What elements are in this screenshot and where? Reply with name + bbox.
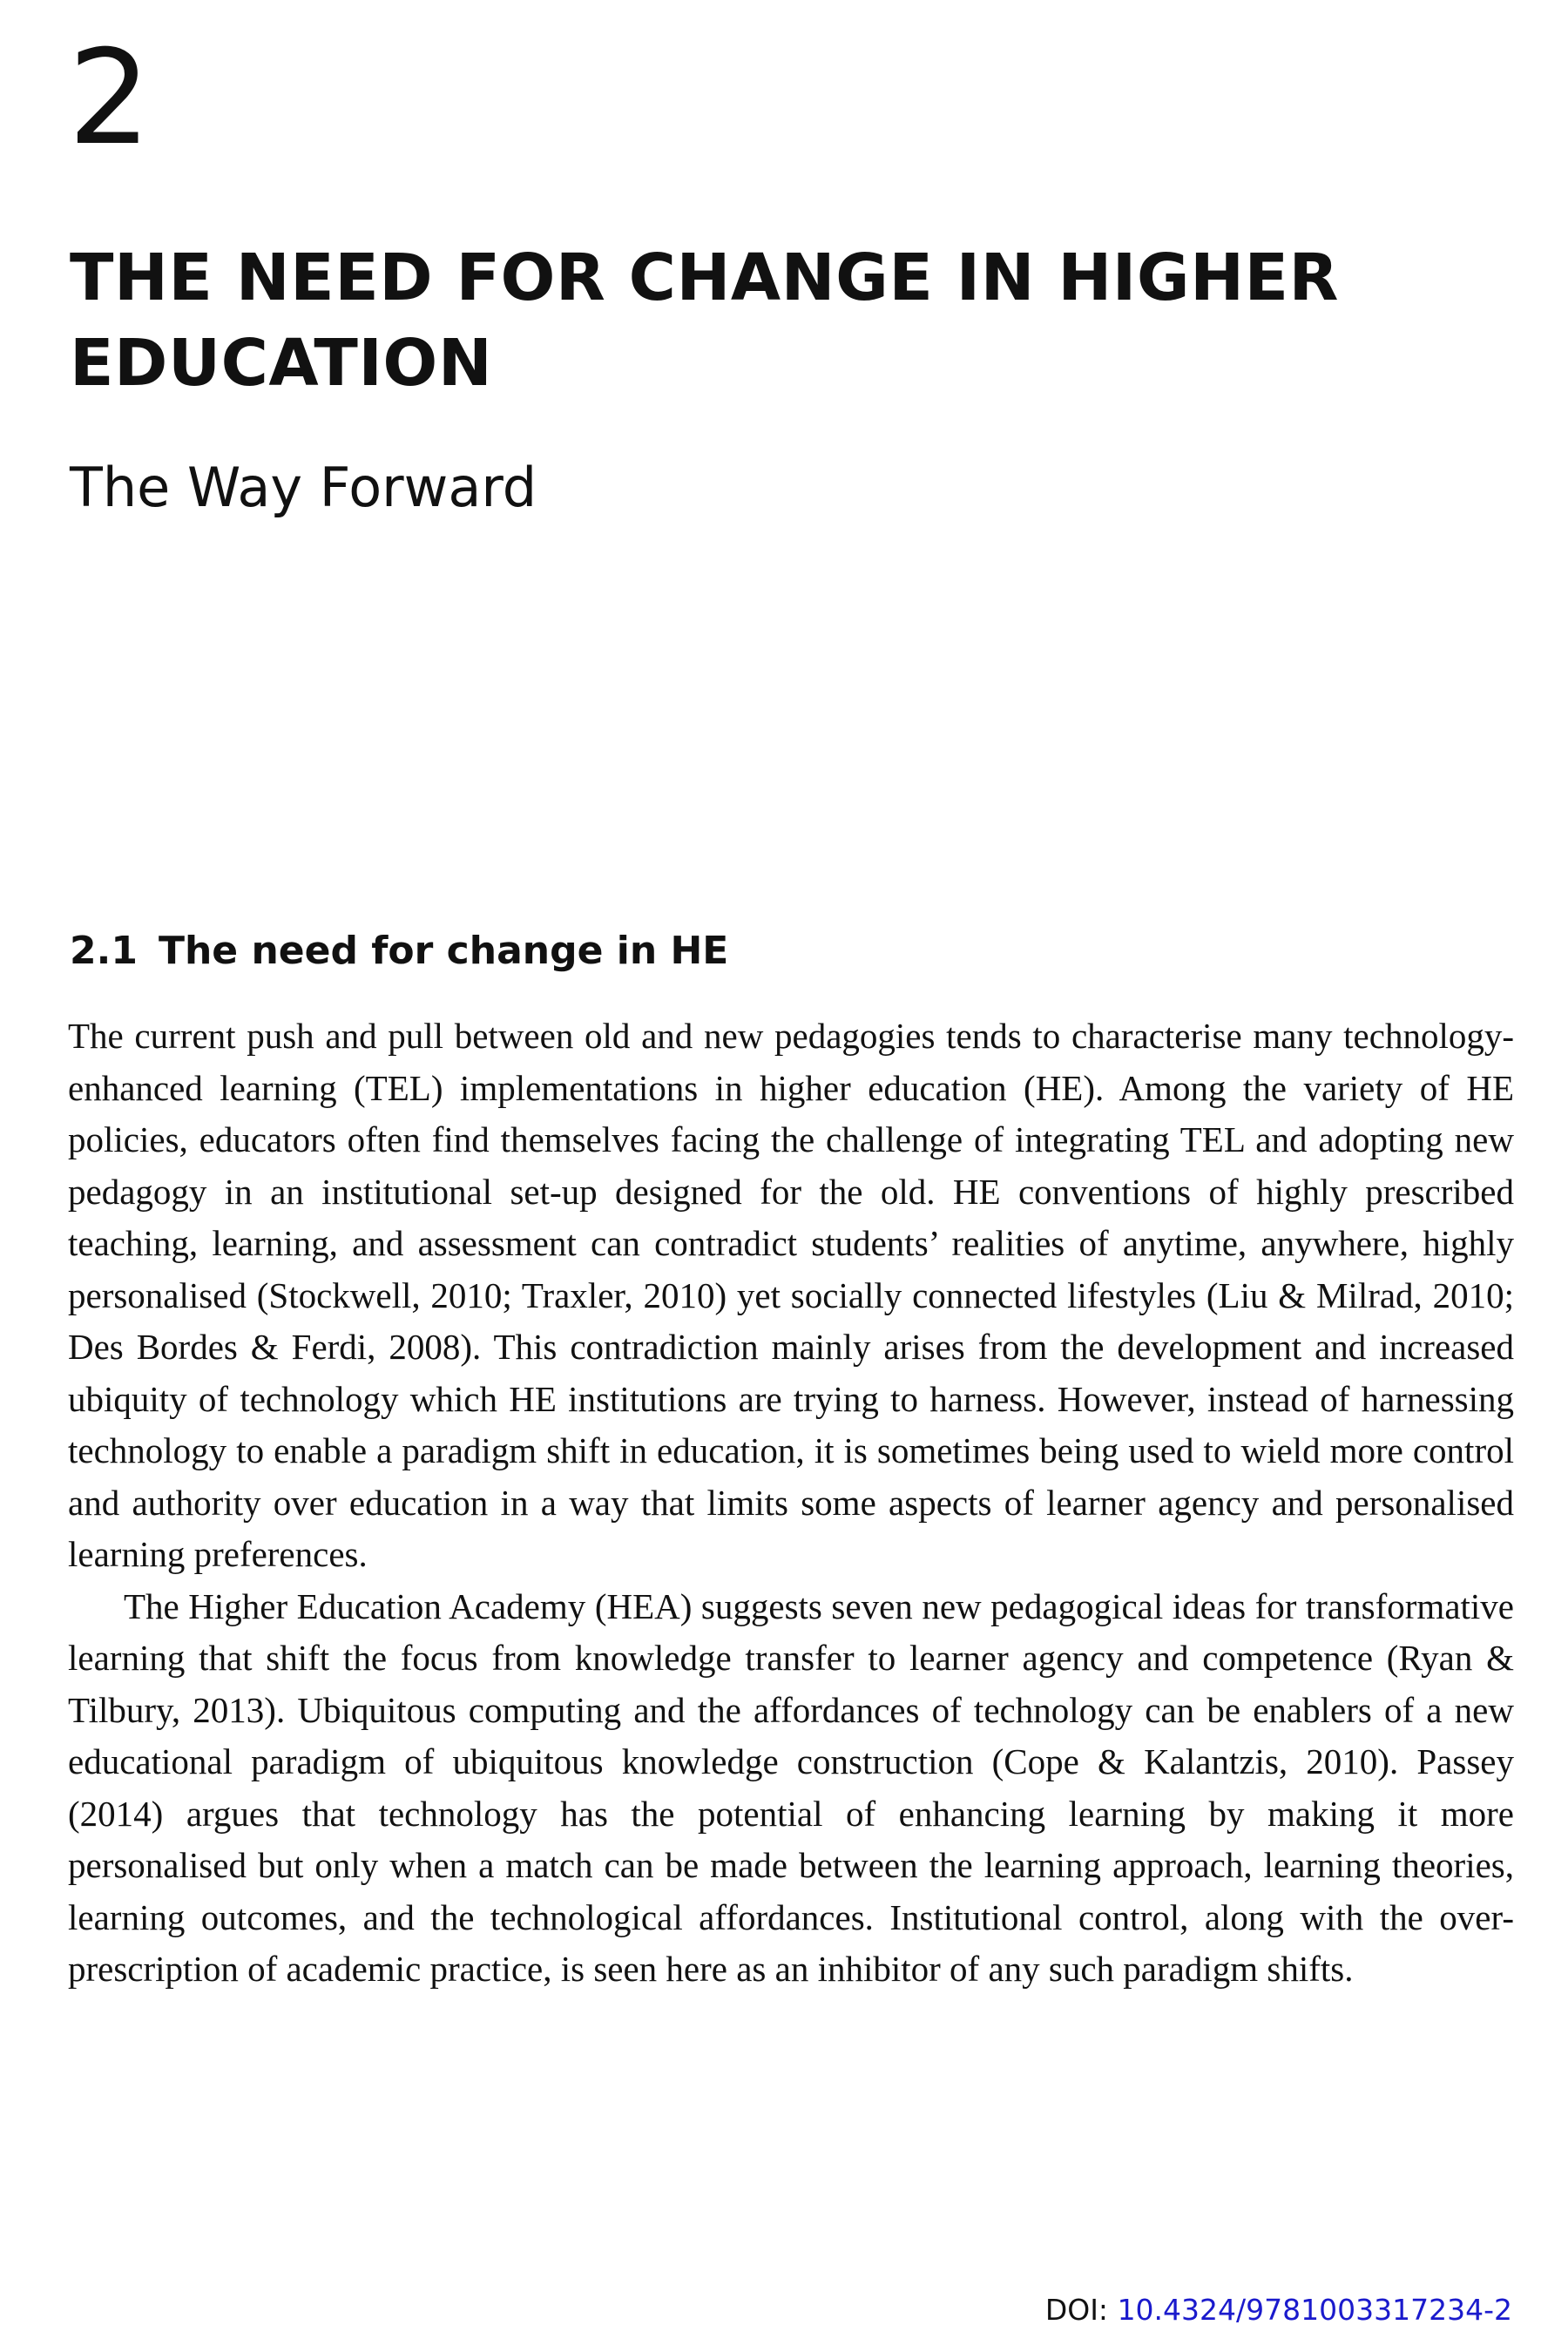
chapter-number: 2 bbox=[68, 23, 150, 174]
chapter-title: THE NEED FOR CHANGE IN HIGHER EDUCATION bbox=[70, 240, 1340, 401]
section-heading bbox=[70, 925, 728, 977]
paragraph-1: The current push and pull between old and new pedagogies tends to characterise many technology-enhanced learning (TEL) implementations in higher education (HE). Among the variety of HE policies, educators often find themselves facing the challenge of integrating TEL and adopting new pedagogy in an institutional set-up designed for the old. HE conventions of highly prescribed teaching, learning, and assessment can contradict students’ realities of anytime, anywhere, highly personalised (Stockwell, 2010; Traxler, 2010) yet socially connected lifestyles (Liu & Milrad, 2010; Des Bordes & Ferdi, 2008). This contradiction mainly arises from the development and increased ubiquity of technology which HE institutions are trying to harness. However, instead of harnessing technology to enable a paradigm shift in education, it is sometimes being used to wield more control and authority over education in a way that limits some aspects of learner agency and personalised learning preferences. bbox=[68, 1016, 1514, 1574]
doi-footer bbox=[1045, 2291, 1512, 2329]
section-body bbox=[68, 1010, 1514, 1996]
chapter-subtitle: The Way Forward bbox=[70, 456, 537, 519]
doi-label: DOI: bbox=[1044, 2293, 1109, 2327]
doi-link[interactable]: 10.4324/9781003317234-2 bbox=[1117, 2293, 1512, 2327]
paragraph-2: The Higher Education Academy (HEA) suggests seven new pedagogical ideas for transformative learning that shift the focus from knowledge transfer to learner agency and competence (Ryan & Tilbury, 2013). Ubiquitous computing and the affordances of technology can be enablers of a new educational paradigm of ubiquitous knowledge construction (Cope & Kalantzis, 2010). Passey (2014) argues that technology has the potential of enhancing learning by making it more personalised but only when a match can be made between the learning approach, learning theories, learning outcomes, and the technological affordances. Institutional control, along with the over-prescription of academic practice, is seen here as an inhibitor of any such paradigm shifts. bbox=[68, 1585, 1514, 1989]
section-number: 2.1 bbox=[70, 929, 138, 973]
section-title: The need for change in HE bbox=[158, 929, 729, 973]
